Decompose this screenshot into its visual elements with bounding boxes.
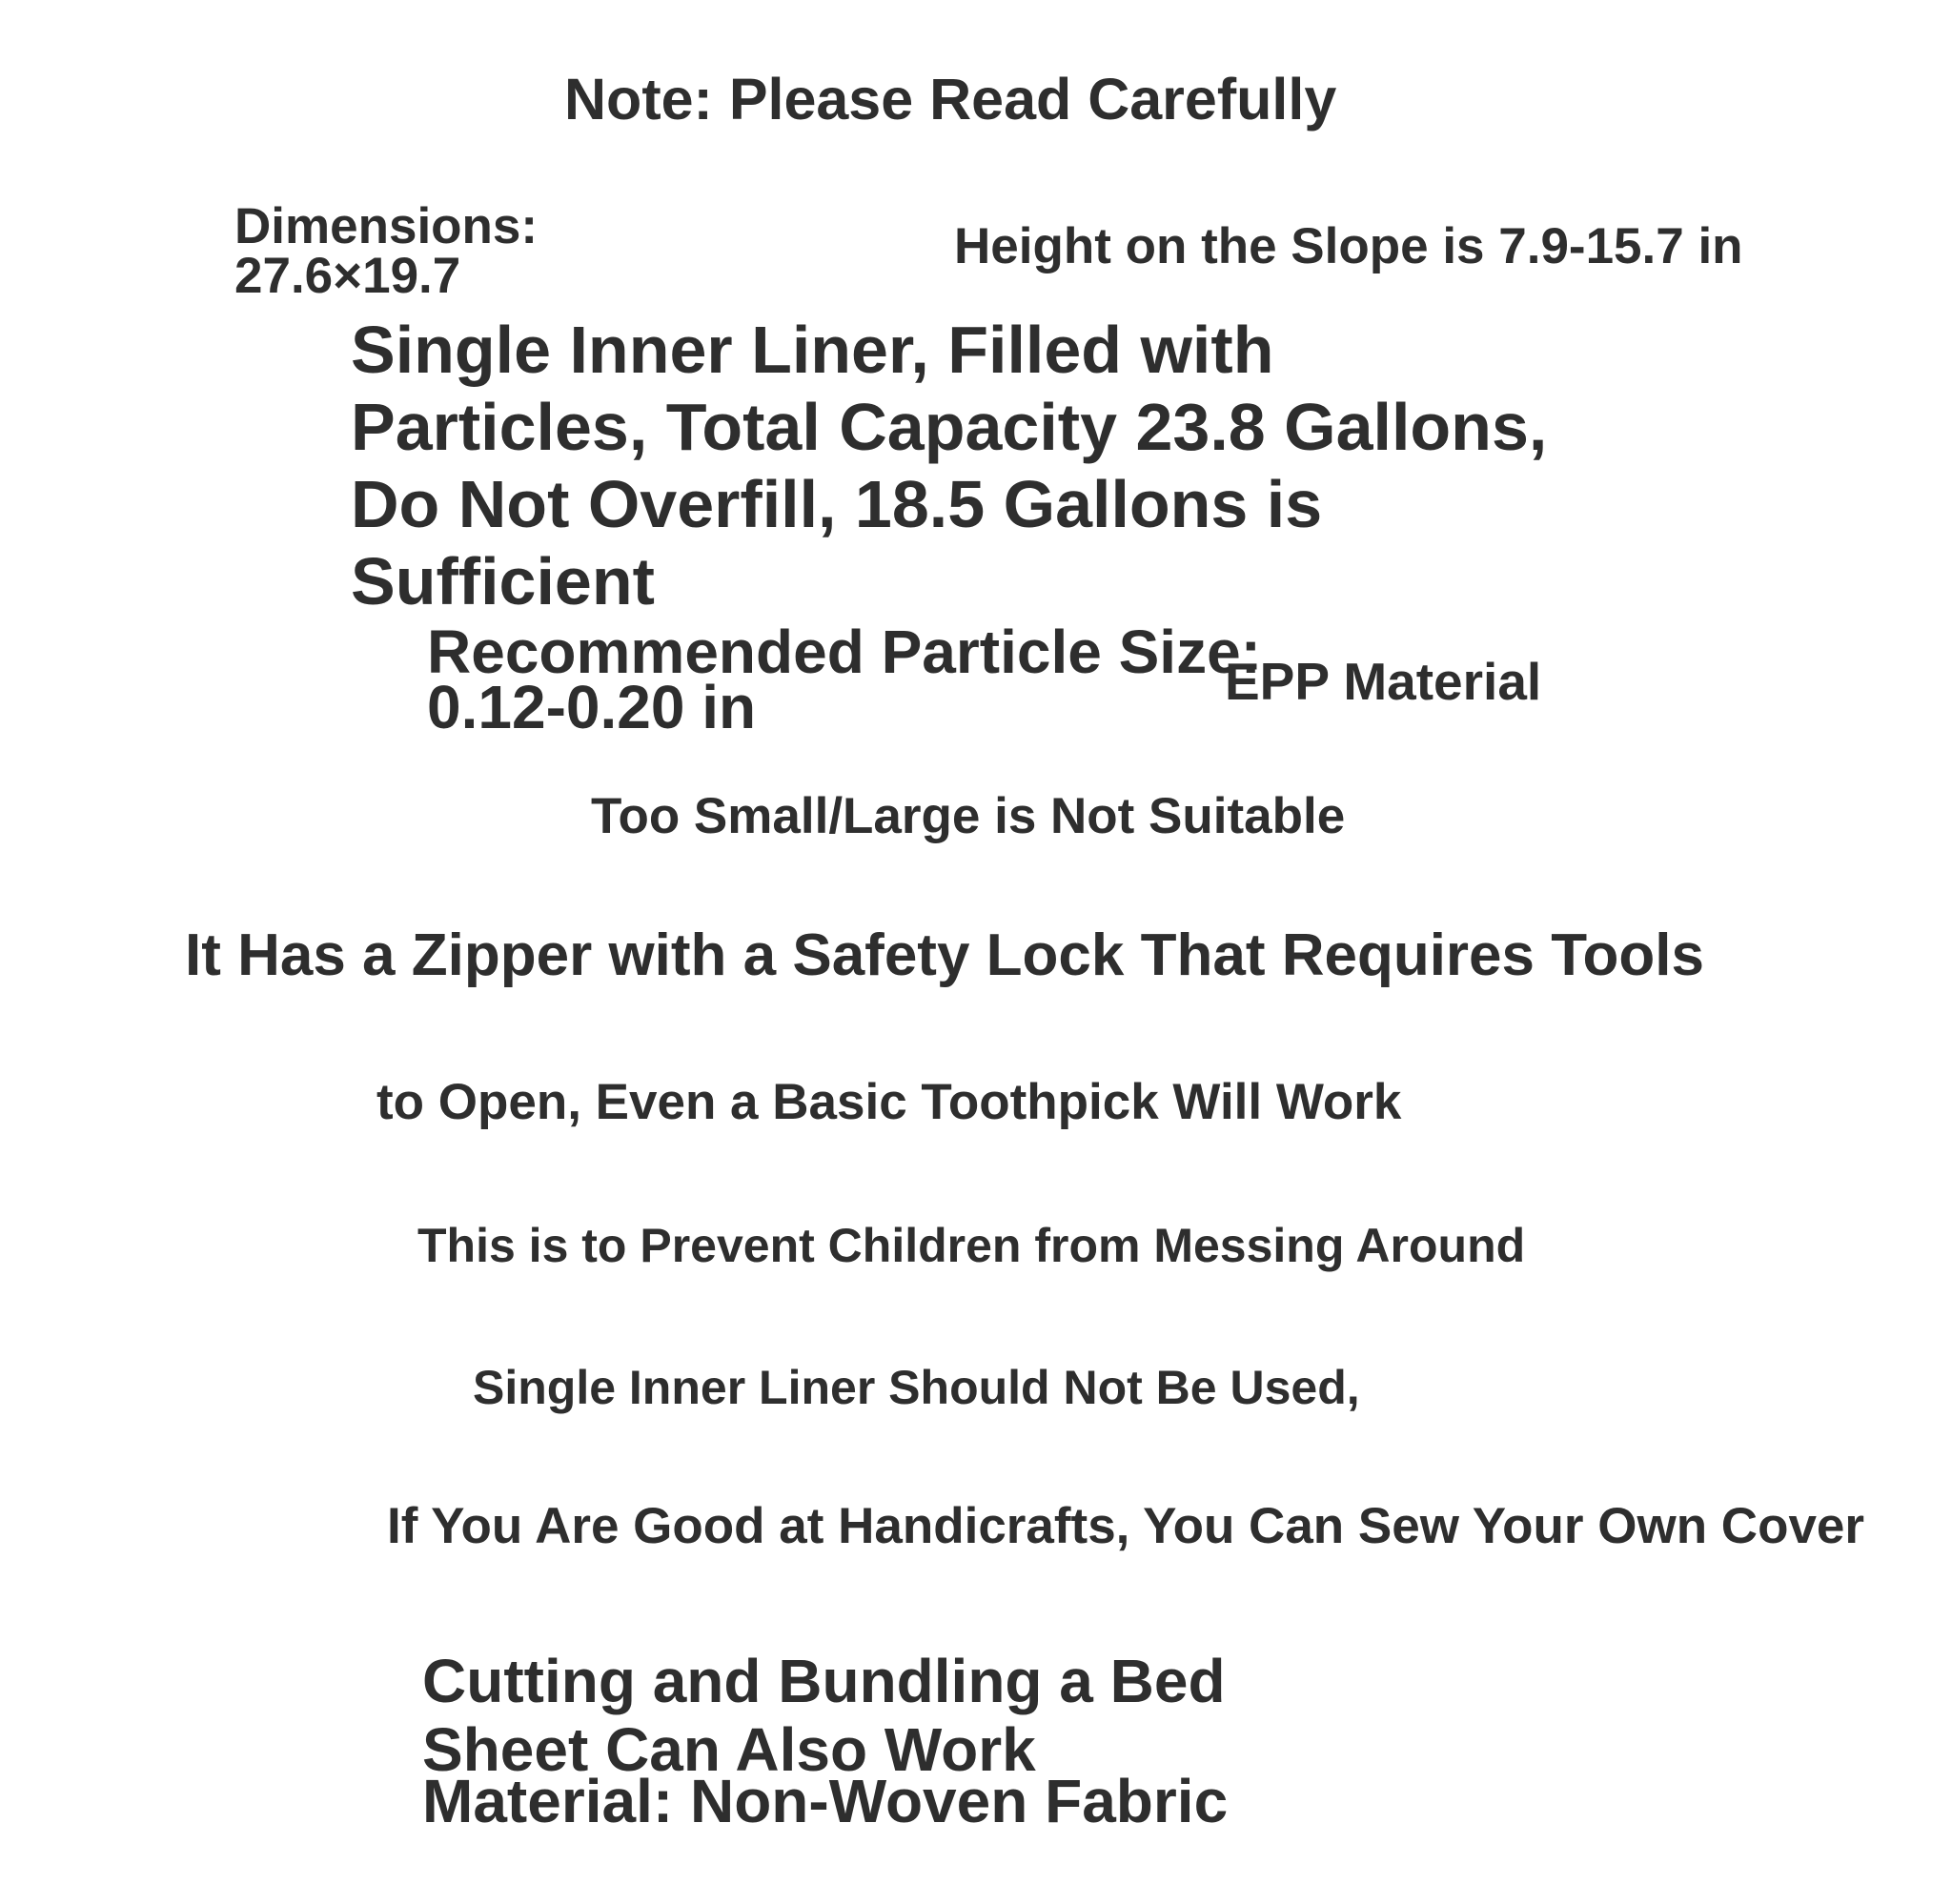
bed-sheet-line: Cutting and Bundling a Bed xyxy=(422,1647,1226,1715)
inner-liner-line: Single Inner Liner, Filled with xyxy=(351,313,1274,387)
children-text: This is to Prevent Children from Messing Around xyxy=(417,1219,1526,1272)
dimensions-text xyxy=(234,198,539,304)
bed-sheet-line: Sheet Can Also Work xyxy=(422,1715,1036,1784)
inner-liner-line: Particles, Total Capacity 23.8 Gallons, xyxy=(351,390,1548,464)
zipper-text: It Has a Zipper with a Safety Lock That Requires Tools xyxy=(185,922,1704,988)
inner-liner-line: Do Not Overfill, 18.5 Gallons is xyxy=(351,467,1323,541)
cover-material-text: Material: Non-Woven Fabric xyxy=(422,1767,1229,1835)
particle-size-value: 0.12-0.20 in xyxy=(427,673,757,741)
handicrafts-text: If You Are Good at Handicrafts, You Can Sew Your Own Cover xyxy=(387,1498,1865,1554)
slope-height-text: Height on the Slope is 7.9-15.7 in xyxy=(954,218,1743,274)
particle-size-text xyxy=(427,618,1261,741)
bed-sheet-text xyxy=(422,1647,1226,1784)
epp-material-text: EPP Material xyxy=(1225,652,1542,711)
note-heading: Note: Please Read Carefully xyxy=(564,67,1337,132)
particle-warning-text: Too Small/Large is Not Suitable xyxy=(591,788,1346,844)
particle-size-label: Recommended Particle Size: xyxy=(427,618,1261,686)
dimensions-label: Dimensions: xyxy=(234,198,539,254)
should-not-use-text: Single Inner Liner Should Not Be Used, xyxy=(473,1361,1360,1414)
toothpick-text: to Open, Even a Basic Toothpick Will Work xyxy=(376,1074,1402,1130)
inner-liner-line: Sufficient xyxy=(351,544,655,618)
inner-liner-text xyxy=(351,312,1547,620)
dimensions-value: 27.6×19.7 xyxy=(234,248,461,304)
